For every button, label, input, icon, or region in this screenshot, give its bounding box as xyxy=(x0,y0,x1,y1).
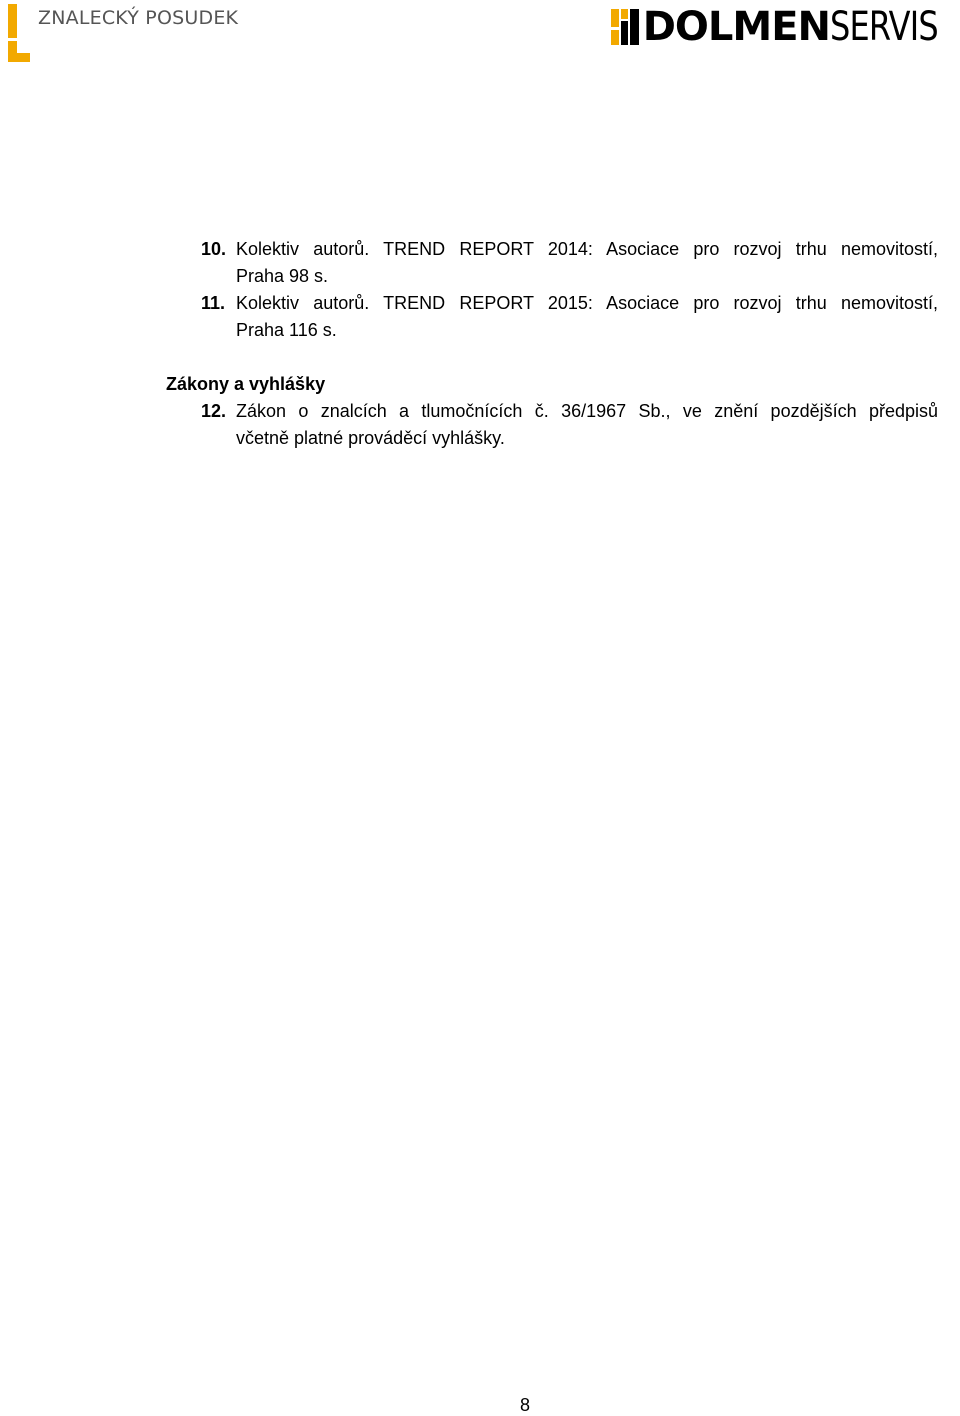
document-body xyxy=(0,236,960,452)
reference-item xyxy=(201,290,938,344)
reference-item xyxy=(201,398,938,452)
dolmen-mark-icon xyxy=(611,7,641,47)
dolmen-servis-logo xyxy=(611,6,958,48)
reference-item xyxy=(201,236,938,290)
logo-right-light-text: SERVIS xyxy=(830,4,938,50)
reference-number: 11. xyxy=(201,293,226,313)
logo-left-text: ZNALECKÝ POSUDEK xyxy=(38,7,239,29)
reference-text-line: Praha 98 s. xyxy=(236,266,329,286)
reference-text-line: Kolektiv autorů. TREND REPORT 2015: Asociace pro rozvoj trhu nemovitostí, xyxy=(236,293,938,313)
brand-bracket-icon xyxy=(6,4,32,62)
reference-text-line: včetně platné prováděcí vyhlášky. xyxy=(236,428,505,448)
page-number: 8 xyxy=(519,1395,530,1415)
reference-text-line: Zákon o znalcích a tlumočnících č. 36/1967 Sb., ve znění pozdějších předpisů xyxy=(236,401,938,421)
logo-right-bold-text: DOLMEN xyxy=(642,4,830,50)
section-heading: Zákony a vyhlášky xyxy=(166,374,326,394)
reference-text-line: Kolektiv autorů. TREND REPORT 2014: Asociace pro rozvoj trhu nemovitostí, xyxy=(236,239,938,259)
reference-number: 10. xyxy=(201,239,227,259)
reference-number: 12. xyxy=(201,401,227,421)
reference-text-line: Praha 116 s. xyxy=(236,320,337,340)
znalecky-posudek-logo xyxy=(6,4,238,62)
